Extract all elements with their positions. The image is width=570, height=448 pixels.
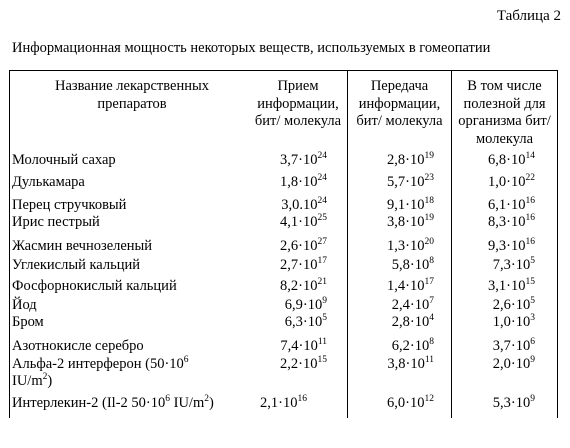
exponent: 20	[424, 237, 434, 247]
transfer-value	[387, 237, 434, 255]
drug-name: Углекислый кальций	[12, 257, 140, 273]
transfer-value	[387, 213, 434, 231]
reception-value	[280, 173, 327, 191]
mantissa: 2,1·10	[260, 395, 298, 411]
drug-name-part: IU/m	[12, 373, 43, 389]
exponent: 8	[429, 256, 434, 266]
exponent: 16	[525, 196, 535, 206]
drug-name: Азотнокисле серебро	[12, 338, 144, 354]
exponent: 6	[530, 337, 535, 347]
mantissa: 5,7·10	[387, 174, 425, 190]
mantissa: 6,0·10	[387, 395, 425, 411]
header-transfer-line: бит/ молекула	[356, 113, 443, 129]
transfer-value	[392, 313, 434, 331]
table-row	[0, 296, 570, 314]
mantissa: 6,9·10	[284, 297, 323, 313]
exponent: 21	[317, 277, 327, 287]
header-useful-line: организма бит/	[458, 113, 551, 129]
useful-value	[493, 355, 535, 373]
exponent: 14	[525, 151, 535, 161]
exponent: 15	[317, 355, 327, 365]
mantissa: 7,4·10	[280, 338, 318, 354]
mantissa: 1,8·10	[280, 174, 318, 190]
exponent: 24	[317, 196, 327, 206]
reception-value	[280, 355, 327, 373]
mantissa: 2,7·10	[280, 257, 318, 273]
table-row	[0, 173, 570, 191]
mantissa: 2,0·10	[492, 356, 531, 372]
exponent: 5	[322, 313, 327, 323]
table-row	[0, 151, 570, 169]
drug-name	[12, 394, 214, 412]
reception-value	[280, 256, 327, 274]
mantissa: 9,1·10	[387, 197, 425, 213]
exponent: 8	[429, 337, 434, 347]
table-row	[0, 313, 570, 331]
mantissa: 4,1·10	[280, 214, 318, 230]
table-row	[0, 355, 570, 391]
drug-name-part: Альфа-2 интерферон (50·10	[12, 356, 184, 372]
exponent: 4	[429, 313, 434, 323]
header-useful-line: полезной для	[463, 95, 546, 112]
useful-value	[493, 394, 535, 412]
mantissa: 3,8·10	[387, 356, 425, 372]
mantissa: 8,2·10	[280, 278, 318, 294]
reception-value	[285, 296, 327, 314]
exponent: 2	[42, 372, 48, 382]
exponent: 7	[429, 296, 434, 306]
mantissa: 2,6·10	[492, 297, 531, 313]
exponent: 6	[165, 394, 170, 404]
table-caption: Информационная мощность некоторых веществ, используемых в гомеопатии	[12, 40, 491, 56]
mantissa: 1,3·10	[387, 238, 425, 254]
transfer-value	[392, 256, 434, 274]
table-row	[0, 337, 570, 355]
useful-value	[493, 313, 535, 331]
reception-value	[280, 337, 327, 355]
useful-value	[488, 196, 535, 214]
mantissa: 6,2·10	[391, 338, 430, 354]
reception-value	[280, 277, 327, 295]
exponent: 17	[317, 256, 327, 266]
table-number: Таблица 2	[496, 8, 561, 24]
mantissa: 2,8·10	[391, 314, 430, 330]
reception-value	[285, 313, 327, 331]
mantissa: 2,6·10	[280, 238, 318, 254]
drug-name: Жасмин вечнозеленый	[12, 238, 153, 254]
useful-value	[493, 296, 535, 314]
exponent: 9	[530, 394, 535, 404]
exponent: 22	[525, 173, 535, 183]
mantissa: 2,2·10	[280, 356, 318, 372]
mantissa: 6,3·10	[284, 314, 323, 330]
header-transfer	[348, 78, 451, 131]
drug-name	[12, 355, 189, 373]
drug-name-part: Интерлекин-2 (Il-2 50·10	[12, 395, 166, 411]
drug-name-part: )	[47, 373, 53, 389]
drug-name: Йод	[12, 297, 37, 313]
header-reception-line: бит/ молекула	[254, 113, 342, 129]
transfer-value	[392, 337, 434, 355]
exponent: 19	[424, 213, 434, 223]
mantissa: 5,3·10	[492, 395, 531, 411]
drug-name: Молочный сахар	[12, 152, 116, 168]
exponent: 11	[424, 355, 434, 365]
table-row	[0, 256, 570, 274]
reception-value	[280, 213, 327, 231]
header-useful	[452, 78, 557, 148]
transfer-value	[387, 173, 434, 191]
drug-name-part: IU/m	[169, 395, 205, 411]
header-transfer-line: Передача	[370, 78, 429, 94]
exponent: 5	[530, 256, 535, 266]
mantissa: 1,0·10	[492, 314, 531, 330]
transfer-value	[387, 355, 434, 373]
mantissa: 8,3·10	[488, 214, 526, 230]
transfer-value	[392, 296, 434, 314]
reception-value	[280, 237, 327, 255]
exponent: 17	[424, 277, 434, 287]
useful-value	[488, 173, 535, 191]
useful-value	[488, 151, 535, 169]
header-useful-line: В том числе	[467, 78, 542, 94]
exponent: 12	[424, 394, 434, 404]
exponent: 15	[525, 277, 535, 287]
useful-value	[488, 237, 535, 255]
mantissa: 3,8·10	[387, 214, 425, 230]
table-row	[0, 213, 570, 231]
drug-name-continued	[12, 372, 52, 390]
header-reception	[250, 78, 346, 131]
header-reception-line: Прием	[277, 78, 319, 94]
table-row	[0, 237, 570, 255]
mantissa: 7,3·10	[492, 257, 531, 273]
exponent: 6	[183, 355, 189, 365]
table-row	[0, 277, 570, 295]
mantissa: 3,0.10	[281, 197, 318, 213]
reception-value	[280, 151, 327, 169]
drug-name: Бром	[12, 314, 44, 330]
mantissa: 5,8·10	[391, 257, 430, 273]
drug-name: Фосфорнокислый кальций	[12, 278, 177, 294]
mantissa: 3,7·10	[280, 152, 318, 168]
reception-value	[260, 394, 307, 412]
header-reception-line: информации,	[257, 95, 339, 112]
exponent: 18	[424, 196, 434, 206]
header-name-line: препаратов	[97, 95, 167, 112]
table-row	[0, 394, 570, 412]
transfer-value	[387, 151, 434, 169]
useful-value	[493, 256, 535, 274]
exponent: 23	[424, 173, 434, 183]
exponent: 25	[317, 213, 327, 223]
mantissa: 6,1·10	[488, 197, 526, 213]
exponent: 16	[525, 213, 535, 223]
exponent: 2	[204, 394, 209, 404]
header-useful-line: молекула	[475, 130, 534, 147]
exponent: 19	[424, 151, 434, 161]
useful-value	[488, 277, 535, 295]
header-transfer-line: информации,	[358, 95, 441, 112]
exponent: 16	[297, 394, 307, 404]
exponent: 16	[525, 237, 535, 247]
exponent: 27	[317, 237, 327, 247]
mantissa: 2,4·10	[391, 297, 430, 313]
transfer-value	[387, 196, 434, 214]
useful-value	[488, 213, 535, 231]
exponent: 9	[530, 355, 535, 365]
header-name-line: Название лекарственных	[55, 78, 209, 94]
exponent: 9	[322, 296, 327, 306]
table-row	[0, 196, 570, 214]
mantissa: 3,1·10	[488, 278, 526, 294]
drug-name: Дулькамара	[12, 174, 85, 190]
mantissa: 9,3·10	[488, 238, 526, 254]
exponent: 24	[317, 173, 327, 183]
mantissa: 2,8·10	[387, 152, 425, 168]
useful-value	[493, 337, 535, 355]
mantissa: 3,7·10	[492, 338, 531, 354]
reception-value	[281, 196, 327, 214]
mantissa: 1,4·10	[387, 278, 425, 294]
transfer-value	[387, 277, 434, 295]
exponent: 5	[530, 296, 535, 306]
header-name	[12, 78, 252, 113]
mantissa: 1,0·10	[488, 174, 526, 190]
drug-name: Перец стручковый	[12, 197, 127, 213]
transfer-value	[387, 394, 434, 412]
drug-name: Ирис пестрый	[12, 214, 100, 230]
exponent: 24	[317, 151, 327, 161]
drug-name-part: )	[208, 395, 214, 411]
exponent: 3	[530, 313, 535, 323]
mantissa: 6,8·10	[488, 152, 526, 168]
exponent: 11	[317, 337, 327, 347]
